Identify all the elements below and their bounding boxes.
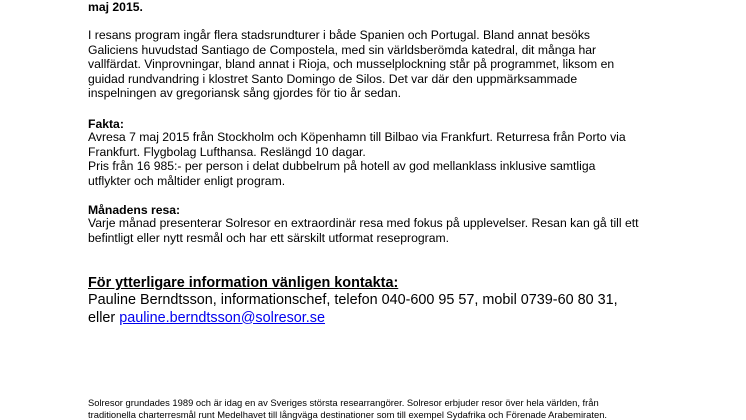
tour-paragraph <box>88 28 614 101</box>
monthly-trip-line: Varje månad presenterar Solresor en extraordinär resa med fokus på upplevelser. Resan kan gå till ett <box>88 216 639 231</box>
tour-paragraph-line: I resans program ingår flera stadsrundturer i både Spanien och Portugal. Bland annat besöks <box>88 28 614 43</box>
facts-line: Avresa 7 maj 2015 från Stockholm och Köpenhamn till Bilbao via Frankfurt. Returresa från Porto via <box>88 130 626 145</box>
tour-paragraph-line: vallfärdat. Vinprovningar, bland annat i Rioja, och musselplockning står på programmet, liksom en <box>88 57 614 72</box>
monthly-trip-line: befintligt eller nytt resmål och har ett särskilt utformat reseprogram. <box>88 231 639 246</box>
tour-paragraph-line: inspelningen av gregoriansk sång gjordes för tio år sedan. <box>88 86 614 101</box>
email-link[interactable]: pauline.berndtsson@solresor.se <box>119 310 325 326</box>
facts-paragraph <box>88 130 626 188</box>
facts-heading: Fakta: <box>88 117 124 131</box>
monthly-trip-heading: Månadens resa: <box>88 203 180 217</box>
contact-details: Pauline Berndtsson, informationschef, telefon 040-600 95 57, mobil 0739-60 80 31, <box>88 292 618 310</box>
tour-paragraph-line: guidad rundvandring i klostret Santo Domingo de Silos. Det var där den uppmärksammade <box>88 72 614 87</box>
contact-email-line <box>88 310 618 328</box>
footer-line: traditionella charterresmål runt Medelhavet till långväga destinationer som till exempel Sydafrika och Förenade Arabemiraten. <box>88 409 607 420</box>
facts-line: utflykter och måltider enligt program. <box>88 174 626 189</box>
contact-email-prefix: eller <box>88 310 119 326</box>
contact-block <box>88 292 618 327</box>
footer-boilerplate <box>88 397 607 420</box>
facts-line: Frankfurt. Flygbolag Lufthansa. Reslängd 10 dagar. <box>88 145 626 160</box>
intro-end-text: maj 2015. <box>88 0 143 14</box>
tour-paragraph-line: Galiciens huvudstad Santiago de Compostela, med sin världsberömda katedral, dit många har <box>88 43 614 58</box>
footer-line: Solresor grundades 1989 och är idag en av Sveriges största researrangörer. Solresor erbjuder resor över hela världen, från <box>88 397 607 409</box>
monthly-trip-paragraph <box>88 216 639 245</box>
contact-heading: För ytterligare information vänligen kontakta: <box>88 275 398 292</box>
facts-line: Pris från 16 985:- per person i delat dubbelrum på hotell av god mellanklass inklusive samtliga <box>88 159 626 174</box>
